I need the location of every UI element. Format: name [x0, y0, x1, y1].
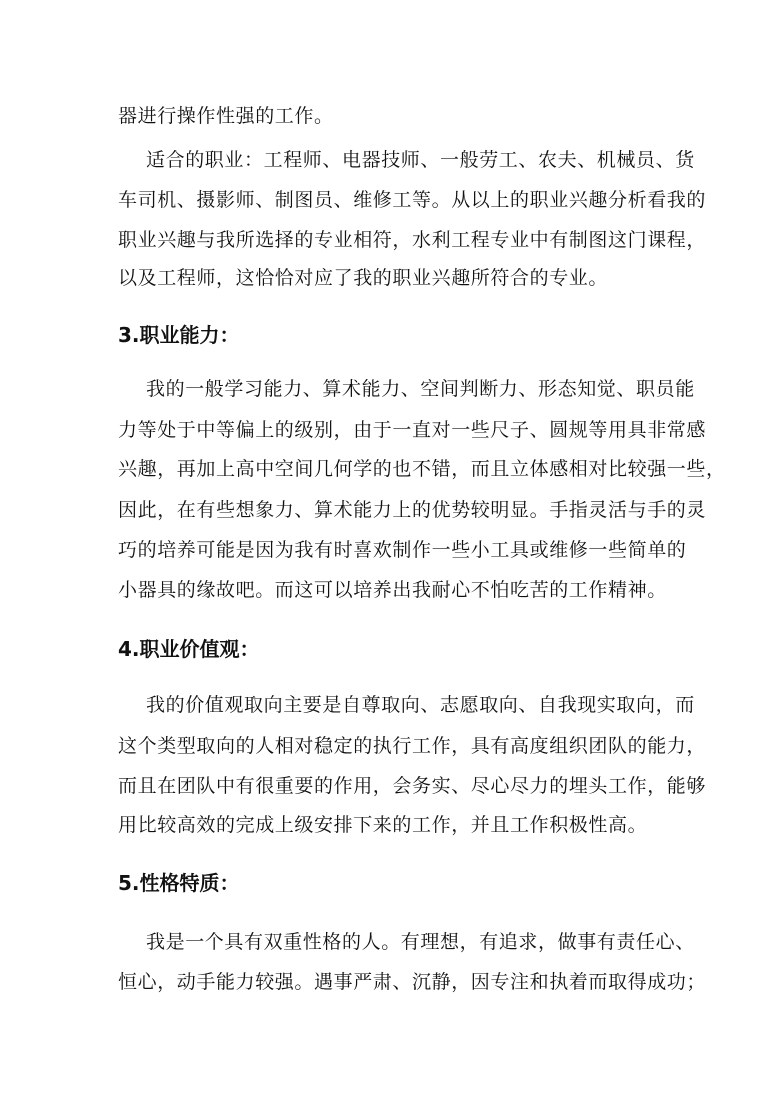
section-heading: 5.性格特质：: [118, 871, 240, 895]
paragraph-line: 力等处于中等偏上的级别，由于一直对一些尺子、圆规等用具非常感: [118, 419, 707, 441]
section-heading: 4.职业价值观：: [118, 637, 260, 661]
paragraph-line: 我的价值观取向主要是自尊取向、志愿取向、自我现实取向，而: [146, 694, 695, 716]
paragraph-line: 因此，在有些想象力、算术能力上的优势较明显。手指灵活与手的灵: [118, 499, 707, 521]
paragraph-line: 以及工程师，这恰恰对应了我的职业兴趣所符合的专业。: [118, 267, 609, 289]
paragraph-line: 器进行操作性强的工作。: [118, 105, 334, 127]
paragraph-line: 巧的培养可能是因为我有时喜欢制作一些小工具或维修一些简单的: [118, 539, 687, 561]
paragraph-line: 兴趣，再加上高中空间几何学的也不错，而且立体感相对比较强一些，: [118, 458, 726, 480]
section-heading: 3.职业能力：: [118, 323, 240, 347]
paragraph-line: 适合的职业：工程师、电器技师、一般劳工、农夫、机械员、货: [146, 149, 695, 171]
paragraph-line: 车司机、摄影师、制图员、维修工等。从以上的职业兴趣分析看我的: [118, 189, 707, 211]
paragraph-line: 职业兴趣与我所选择的专业相符，水利工程专业中有制图这门课程，: [118, 229, 707, 251]
paragraph-line: 而且在团队中有很重要的作用，会务实、尽心尽力的埋头工作，能够: [118, 775, 707, 797]
paragraph-line: 我的一般学习能力、算术能力、空间判断力、形态知觉、职员能: [146, 378, 695, 400]
paragraph-line: 用比较高效的完成上级安排下来的工作，并且工作积极性高。: [118, 814, 648, 836]
paragraph-line: 小器具的缘故吧。而这可以培养出我耐心不怕吃苦的工作精神。: [118, 579, 667, 601]
paragraph-line: 恒心，动手能力较强。遇事严肃、沉静，因专注和执着而取得成功；: [118, 971, 707, 993]
paragraph-line: 这个类型取向的人相对稳定的执行工作，具有高度组织团队的能力，: [118, 735, 707, 757]
paragraph-line: 我是一个具有双重性格的人。有理想，有追求，做事有责任心、: [146, 931, 695, 953]
